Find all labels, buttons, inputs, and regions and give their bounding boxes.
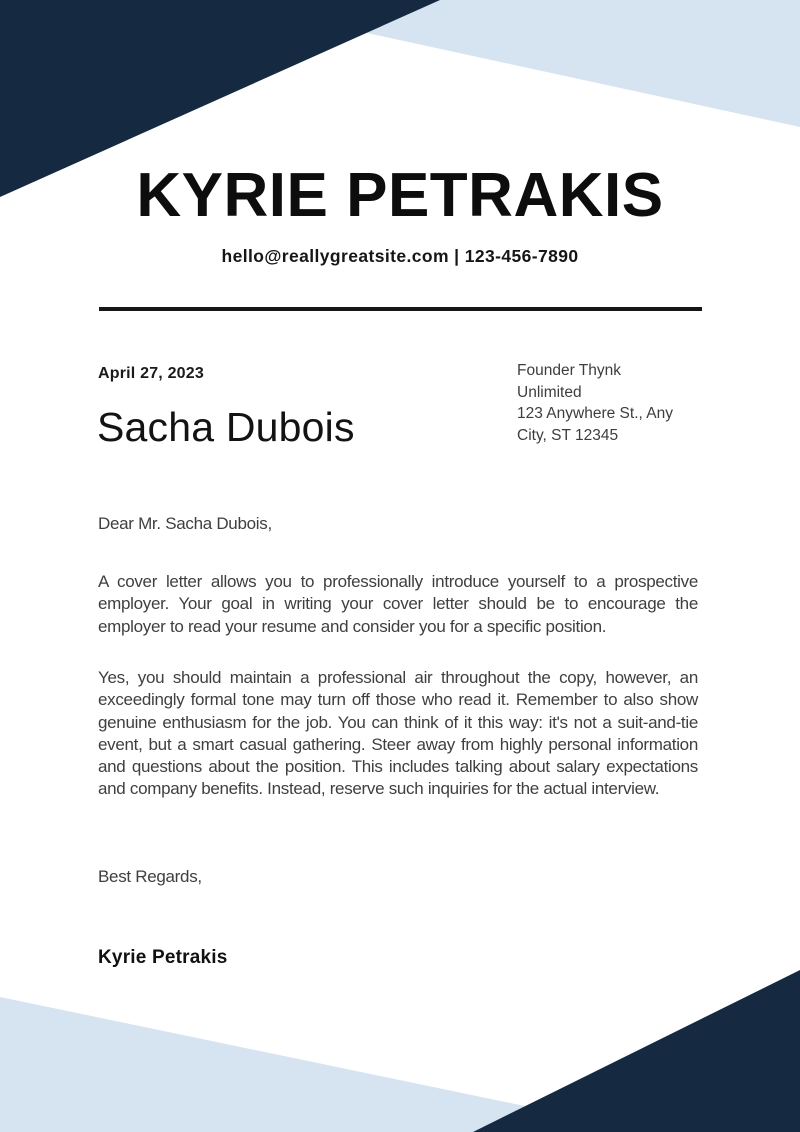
salutation: Dear Mr. Sacha Dubois,: [98, 514, 272, 533]
company-address-block: [517, 360, 707, 447]
letter-date: April 27, 2023: [98, 365, 204, 382]
body-paragraph-2: Yes, you should maintain a professional air throughout the copy, however, an exceedingly formal tone may turn off those who read it. Remember to also show genuine enthusiasm for the job. You can think of it this way: it's not a suit-and-tie event, but a smart casual gathering. Steer away from highly personal information and questions about the position. This includes talking about salary expectations and company benefits. Instead, reserve such inquiries for the actual interview.: [98, 668, 698, 799]
contact-info-line: hello@reallygreatsite.com | 123-456-7890: [221, 246, 579, 266]
company-address-line: City, ST 12345: [517, 427, 619, 445]
company-address-line: Unlimited: [517, 383, 582, 401]
signature-name: Kyrie Petrakis: [98, 947, 228, 968]
company-address-line: 123 Anywhere St., Any: [517, 405, 673, 423]
body-paragraph-1: A cover letter allows you to professionally introduce yourself to a prospective employer. Your goal in writing your cover letter should be to encourage the employer to read your resume and consider you for a specific position.: [98, 572, 698, 636]
recipient-name: Sacha Dubois: [97, 404, 355, 450]
sender-name-heading: KYRIE PETRAKIS: [136, 161, 664, 230]
company-address-line: Founder Thynk: [517, 362, 621, 379]
closing-line: Best Regards,: [98, 867, 202, 886]
header-divider-rule: [99, 307, 702, 311]
